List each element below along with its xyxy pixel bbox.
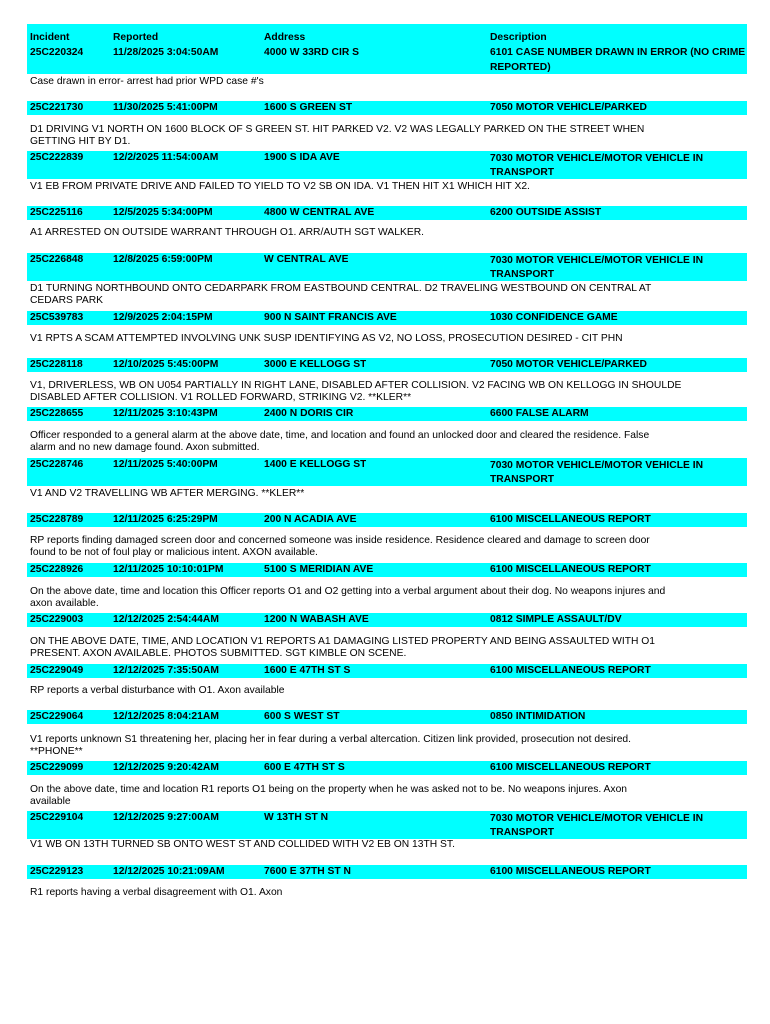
incident-record — [27, 664, 747, 697]
incident-number: 25C221730 — [30, 102, 84, 113]
narrative — [27, 636, 747, 660]
narrative-line: ON THE ABOVE DATE, TIME, AND LOCATION V1 REPORTS A1 DAMAGING LISTED PROPERTY AND BEING ASSAULTED WITH O1 — [30, 636, 656, 647]
address-value: 1400 E KELLOGG ST — [264, 459, 367, 470]
reported-datetime: 12/10/2025 5:45:00PM — [113, 359, 219, 370]
address-value: 1600 S GREEN ST — [264, 102, 353, 113]
incident-record — [27, 151, 747, 193]
reported-header: Reported — [113, 32, 159, 43]
incident-number: 25C228926 — [30, 564, 84, 575]
narrative — [27, 535, 747, 559]
narrative — [27, 76, 747, 88]
reported-datetime: 12/11/2025 5:40:00PM — [113, 459, 218, 470]
address-value: 4800 W CENTRAL AVE — [264, 207, 375, 218]
narrative-line: RP reports a verbal disturbance with O1. Axon available — [30, 685, 285, 696]
narrative-line: On the above date, time and location this Officer reports O1 and O2 getting into a verbal argument about their dog. No weapons injures and — [30, 586, 666, 597]
description-value: 6100 MISCELLANEOUS REPORT — [490, 866, 651, 877]
address-value: 200 N ACADIA AVE — [264, 514, 357, 525]
record-bar — [27, 151, 747, 179]
narrative — [27, 784, 747, 808]
record-bar — [27, 811, 747, 839]
address-value: 2400 N DORIS CIR — [264, 408, 354, 419]
narrative-line: V1 AND V2 TRAVELLING WB AFTER MERGING. **KLER** — [30, 488, 305, 499]
incident-number: 25C222839 — [30, 152, 84, 163]
reported-datetime: 12/12/2025 7:35:50AM — [113, 665, 219, 676]
record-bar — [27, 358, 747, 372]
narrative — [27, 430, 747, 454]
address-value: 600 E 47TH ST S — [264, 762, 345, 773]
description-cell — [490, 30, 747, 75]
address-value: 1900 S IDA AVE — [264, 152, 340, 163]
reported-datetime: 12/9/2025 2:04:15PM — [113, 312, 213, 323]
narrative-line: PRESENT. AXON AVAILABLE. PHOTOS SUBMITTED. SGT KIMBLE ON SCENE. — [30, 648, 407, 659]
narrative-line: **PHONE** — [30, 746, 83, 757]
record-bar — [27, 563, 747, 577]
narrative-line: A1 ARRESTED ON OUTSIDE WARRANT THROUGH O1. ARR/AUTH SGT WALKER. — [30, 227, 425, 238]
address-value: 900 N SAINT FRANCIS AVE — [264, 312, 397, 323]
description-value: 7030 MOTOR VEHICLE/MOTOR VEHICLE IN TRANSPORT — [490, 153, 704, 178]
record-bar — [27, 513, 747, 527]
narrative-line: D1 TURNING NORTHBOUND ONTO CEDARPARK FROM EASTBOUND CENTRAL. D2 TRAVELING WESTBOUND ON CENTRAL AT — [30, 283, 652, 294]
narrative-line: R1 reports having a verbal disagreement with O1. Axon — [30, 887, 283, 898]
reported-datetime: 12/12/2025 2:54:44AM — [113, 614, 219, 625]
narrative-line: V1 RPTS A SCAM ATTEMPTED INVOLVING UNK SUSP IDENTIFYING AS V2, NO LOSS, PROSECUTION DESIRED - CIT PHN — [30, 333, 623, 344]
reported-datetime: 12/11/2025 6:25:29PM — [113, 514, 218, 525]
description-value: 7050 MOTOR VEHICLE/PARKED — [490, 102, 647, 113]
narrative-line: available — [30, 796, 71, 807]
narrative-line: RP reports finding damaged screen door and concerned someone was inside residence. Residence cleared and damage to screen door — [30, 535, 650, 546]
description-value: 7030 MOTOR VEHICLE/MOTOR VEHICLE IN TRANSPORT — [490, 255, 704, 280]
incident-record — [27, 761, 747, 808]
description-value: 6101 CASE NUMBER DRAWN IN ERROR (NO CRIME REPORTED) — [490, 47, 746, 73]
description-value: 6200 OUTSIDE ASSIST — [490, 207, 602, 218]
reported-datetime: 12/5/2025 5:34:00PM — [113, 207, 213, 218]
record-bar — [27, 206, 747, 220]
incident-number: 25C225116 — [30, 207, 83, 218]
narrative-line: D1 DRIVING V1 NORTH ON 1600 BLOCK OF S GREEN ST. HIT PARKED V2. V2 WAS LEGALLY PARKED ON THE STREET WHEN — [30, 124, 645, 135]
narrative-line: DISABLED AFTER COLLISION. V1 ROLLED FORWARD, STRIKING V2. **KLER** — [30, 392, 412, 403]
incident-record — [27, 513, 747, 559]
narrative — [27, 734, 747, 758]
record-bar — [27, 407, 747, 421]
narrative-line: alarm and no new damage found. Axon submitted. — [30, 442, 260, 453]
narrative-line: found to be not of foul play or malicious intent. AXON available. — [30, 547, 318, 558]
narrative — [27, 333, 747, 345]
incident-record — [27, 407, 747, 454]
narrative — [27, 839, 747, 851]
incident-record — [27, 811, 747, 851]
narrative — [27, 181, 747, 193]
incident-number: 25C226848 — [30, 254, 84, 265]
record-bar — [27, 311, 747, 325]
incident-number: 25C229104 — [30, 812, 84, 823]
description-value: 0812 SIMPLE ASSAULT/DV — [490, 614, 622, 625]
narrative-line: Officer responded to a general alarm at the above date, time, and location and found an unlocked door and cleared the residence. False — [30, 430, 650, 441]
record-bar — [27, 458, 747, 486]
narrative-line: axon available. — [30, 598, 99, 609]
description-value: 7030 MOTOR VEHICLE/MOTOR VEHICLE IN TRANSPORT — [490, 460, 704, 485]
address-value: 5100 S MERIDIAN AVE — [264, 564, 374, 575]
narrative — [27, 685, 747, 697]
incident-record — [27, 206, 747, 239]
reported-datetime: 12/11/2025 10:10:01PM — [113, 564, 224, 575]
reported-datetime: 12/2/2025 11:54:00AM — [113, 152, 219, 163]
description-value: 6100 MISCELLANEOUS REPORT — [490, 514, 651, 525]
reported-datetime: 11/30/2025 5:41:00PM — [113, 102, 218, 113]
record-bar — [27, 865, 747, 879]
incident-number: 25C228118 — [30, 359, 83, 370]
description-value: 6100 MISCELLANEOUS REPORT — [490, 564, 651, 575]
narrative-line: V1 EB FROM PRIVATE DRIVE AND FAILED TO YIELD TO V2 SB ON IDA. V1 THEN HIT X1 WHICH HIT X2. — [30, 181, 530, 192]
narrative-line: V1 reports unknown S1 threatening her, placing her in fear during a verbal altercation. Citizen link provided, prosecution not desired. — [30, 734, 632, 745]
description-value: 1030 CONFIDENCE GAME — [490, 312, 618, 323]
description-value: 7050 MOTOR VEHICLE/PARKED — [490, 359, 647, 370]
incident-header: Incident — [30, 32, 70, 43]
record-bar — [27, 664, 747, 678]
address-value: 1600 E 47TH ST S — [264, 665, 351, 676]
record-bar — [27, 613, 747, 627]
address-value: 600 S WEST ST — [264, 711, 340, 722]
incident-record — [27, 24, 747, 88]
description-value: 6100 MISCELLANEOUS REPORT — [490, 665, 651, 676]
record-bar — [27, 761, 747, 775]
reported-datetime: 12/12/2025 9:20:42AM — [113, 762, 219, 773]
record-bar — [27, 710, 747, 724]
narrative — [27, 283, 747, 307]
incident-record — [27, 613, 747, 660]
reported-datetime: 12/11/2025 3:10:43PM — [113, 408, 218, 419]
narrative-line: On the above date, time and location R1 reports O1 being on the property when he was asked not to be. No weapons injures. Axon — [30, 784, 628, 795]
reported-datetime: 11/28/2025 3:04:50AM — [113, 47, 219, 58]
narrative-line: V1, DRIVERLESS, WB ON U054 PARTIALLY IN RIGHT LANE, DISABLED AFTER COLLISION. V2 FACING WB ON KELLOGG IN SHOULDE — [30, 380, 682, 391]
incident-record — [27, 710, 747, 758]
incident-number: 25C228789 — [30, 514, 84, 525]
incident-number: 25C229003 — [30, 614, 84, 625]
narrative — [27, 380, 747, 404]
incident-record — [27, 358, 747, 404]
narrative-line: GETTING HIT BY D1. — [30, 136, 131, 147]
description-value: 6100 MISCELLANEOUS REPORT — [490, 762, 651, 773]
reported-datetime: 12/12/2025 10:21:09AM — [113, 866, 225, 877]
narrative-line: V1 WB ON 13TH TURNED SB ONTO WEST ST AND COLLIDED WITH V2 EB ON 13TH ST. — [30, 839, 455, 850]
description-value: 7030 MOTOR VEHICLE/MOTOR VEHICLE IN TRANSPORT — [490, 813, 704, 838]
incident-number: 25C229064 — [30, 711, 84, 722]
incident-record — [27, 865, 747, 899]
address-header: Address — [264, 32, 306, 43]
narrative — [27, 227, 747, 239]
record-bar — [27, 24, 747, 74]
record-bar — [27, 253, 747, 281]
address-value: 1200 N WABASH AVE — [264, 614, 369, 625]
description-value: 6600 FALSE ALARM — [490, 408, 589, 419]
incident-number: 25C228655 — [30, 408, 84, 419]
incident-record — [27, 458, 747, 500]
incident-record — [27, 311, 747, 345]
address-cell — [264, 30, 359, 60]
incident-record — [27, 253, 747, 307]
incident-number: 25C229049 — [30, 665, 84, 676]
narrative — [27, 124, 747, 148]
narrative-line: Case drawn in error- arrest had prior WPD case #'s — [30, 76, 264, 87]
incident-record — [27, 563, 747, 610]
incident-record — [27, 101, 747, 148]
reported-cell — [113, 30, 218, 60]
narrative — [27, 887, 747, 899]
reported-datetime: 12/12/2025 8:04:21AM — [113, 711, 219, 722]
incident-number: 25C228746 — [30, 459, 84, 470]
reported-datetime: 12/8/2025 6:59:00PM — [113, 254, 213, 265]
address-value: W 13TH ST N — [264, 812, 329, 823]
description-header: Description — [490, 32, 547, 43]
narrative — [27, 488, 747, 500]
incident-number: 25C229123 — [30, 866, 84, 877]
address-value: 7600 E 37TH ST N — [264, 866, 351, 877]
reported-datetime: 12/12/2025 9:27:00AM — [113, 812, 219, 823]
record-bar — [27, 101, 747, 115]
incident-number: 25C539783 — [30, 312, 84, 323]
address-value: 4000 W 33RD CIR S — [264, 47, 359, 58]
narrative-line: CEDARS PARK — [30, 295, 104, 306]
incident-number: 25C229099 — [30, 762, 84, 773]
description-value: 0850 INTIMIDATION — [490, 711, 586, 722]
address-value: W CENTRAL AVE — [264, 254, 349, 265]
incident-cell — [30, 30, 83, 60]
incident-number: 25C220324 — [30, 47, 84, 58]
address-value: 3000 E KELLOGG ST — [264, 359, 367, 370]
narrative — [27, 586, 747, 610]
